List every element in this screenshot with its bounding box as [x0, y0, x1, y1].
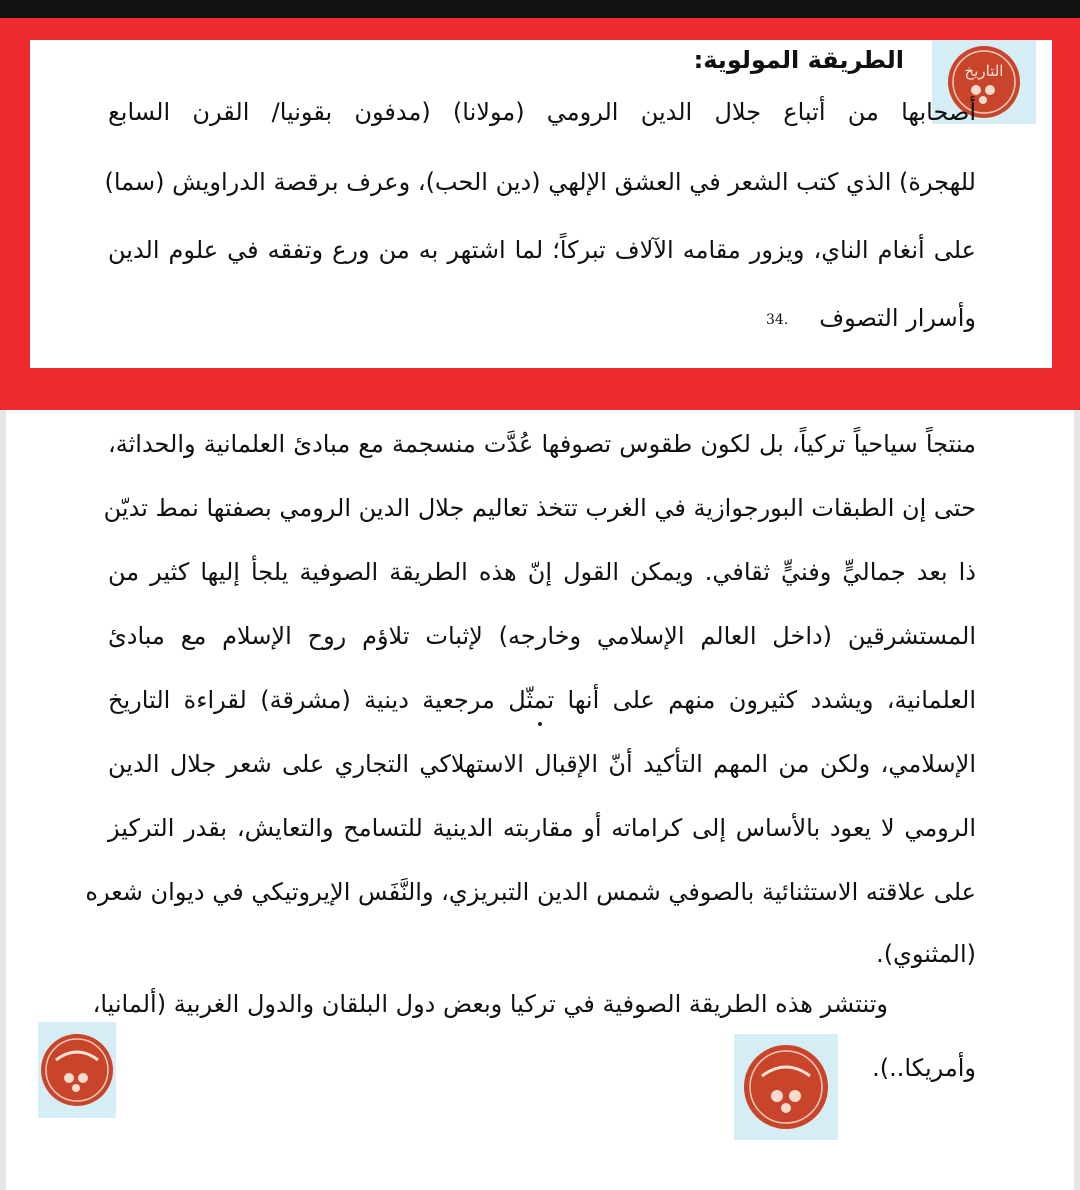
paragraph-line: وأسرار التصوف [819, 304, 976, 332]
logo-seal-bottom-left [38, 1022, 116, 1118]
paragraph-line: على أنغام الناي، ويزور مقامه الآلاف تبركاً؛ لما اشتهر به من ورع وتفقه في علوم الدين [108, 236, 976, 264]
paragraph-line: الإسلامي، ولكن من المهم التأكيد أنّ الإقبال الاستهلاكي التجاري على شعر جلال الدين [108, 750, 976, 778]
footnote-reference: 34. [766, 312, 789, 328]
logo-seal-bottom-center [734, 1034, 838, 1140]
paragraph-line: وأمريكا..). [872, 1054, 976, 1082]
top-status-strip [0, 0, 1080, 18]
paragraph-line: المستشرقين (داخل العالم الإسلامي وخارجه) لإثبات تلاؤم روح الإسلام مع مبادئ [108, 622, 976, 650]
section-heading: الطريقة المولوية: [693, 46, 904, 74]
paragraph-line: العلمانية، ويشدد كثيرون منهم على أنها تمثّل مرجعية دينية (مشرقة) لقراءة التاريخ [108, 686, 976, 714]
paragraph-line: ذا بعد جماليٍّ وفنيٍّ ثقافي. ويمكن القول إنّ هذه الطريقة الصوفية يلجأ إليها كثير من [108, 558, 976, 586]
paragraph-line: للهجرة) الذي كتب الشعر في العشق الإلهي (دين الحب)، وعرف برقصة الدراويش (سما) [104, 168, 976, 196]
paragraph-line: الرومي لا يعود بالأساس إلى كراماته أو مقاربته الدينية للتسامح والتعايش، بقدر التركيز [108, 814, 976, 842]
paragraph-line: وتنتشر هذه الطريقة الصوفية في تركيا وبعض دول البلقان والدول الغربية (ألمانيا، [92, 990, 888, 1018]
paragraph-line: أصحابها من أتباع جلال الدين الرومي (مولانا) (مدفون بقونيا/ القرن السابع [108, 98, 976, 126]
paragraph-line: (المثنوي). [876, 940, 976, 968]
logo-label: التاريخ [964, 62, 1004, 80]
paragraph-line: منتجاً سياحياً تركياً، بل لكون طقوس تصوفها عُدَّت منسجمة مع مبادئ العلمانية والحداثة، [108, 430, 976, 458]
paragraph-line: حتى إن الطبقات البورجوازية في الغرب تتخذ تعاليم جلال الدين الرومي بصفتها نمط تديّن [103, 494, 976, 522]
page-edge-left [0, 410, 6, 1190]
paragraph-line: على علاقته الاستثنائية بالصوفي شمس الدين التبريزي، والنَّفَس الإيروتيكي في ديوان شعره [85, 878, 976, 906]
page-edge-right [1074, 410, 1080, 1190]
closing-paragraph [92, 986, 976, 1096]
scan-speck [538, 722, 542, 726]
body-paragraph [85, 426, 976, 968]
highlighted-paragraph [104, 94, 976, 354]
